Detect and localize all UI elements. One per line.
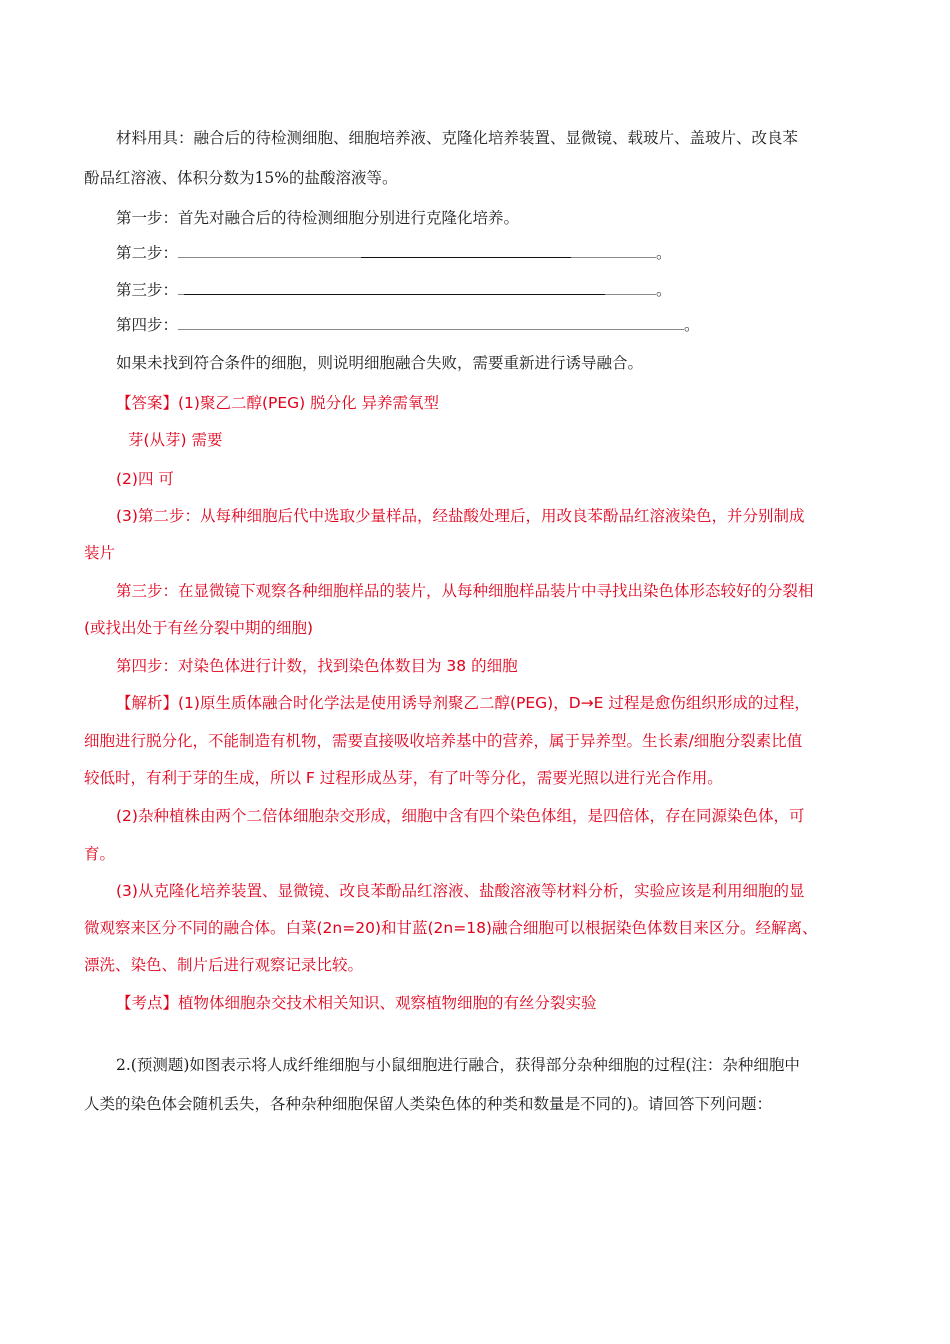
answer-2: (2)四 可: [116, 470, 174, 488]
step-2-period: 。: [656, 244, 672, 262]
answer-3-line-5: 第四步：对染色体进行计数，找到染色体数目为 38 的细胞: [116, 657, 518, 675]
answer-1: 【答案】(1)聚乙二醇(PEG) 脱分化 异养需氧型: [116, 394, 440, 412]
analysis-3-line-1: (3)从克隆化培养装置、显微镜、改良苯酚品红溶液、盐酸溶液等材料分析，实验应该是利用细胞的显: [116, 882, 805, 900]
analysis-1-line-3: 较低时，有利于芽的生成，所以 F 过程形成丛芽，有了叶等分化，需要光照以进行光合作用。: [84, 769, 723, 787]
step-4-period: 。: [684, 316, 700, 334]
step-4-label: 第四步：: [116, 316, 179, 334]
step-3-label: 第三步：: [116, 281, 179, 299]
question-2-line-2: 人类的染色体会随机丢失，各种杂种细胞保留人类染色体的种类和数量是不同的)。请回答下列问题：: [84, 1095, 773, 1113]
step-3-blank[interactable]: [178, 281, 656, 295]
answer-3-line-2: 装片: [84, 544, 116, 562]
intro-line-1: 材料用具：融合后的待检测细胞、细胞培养液、克隆化培养装置、显微镜、载玻片、盖玻片、改良苯: [116, 129, 799, 147]
analysis-1-line-1: 【解析】(1)原生质体融合时化学法是使用诱导剂聚乙二醇(PEG)，D→E 过程是愈伤组织形成的过程，: [116, 694, 810, 712]
step-4-blank[interactable]: [178, 316, 684, 330]
analysis-3-line-3: 漂洗、染色、制片后进行观察记录比较。: [84, 956, 364, 974]
step-3: [116, 280, 672, 300]
step-2-label: 第二步：: [116, 244, 179, 262]
analysis-1-line-2: 细胞进行脱分化，不能制造有机物，需要直接吸收培养基中的营养，属于异养型。生长素/细胞分裂素比值: [84, 732, 803, 750]
kaodian: 【考点】植物体细胞杂交技术相关知识、观察植物细胞的有丝分裂实验: [116, 994, 597, 1012]
question-2-line-1: 2.(预测题)如图表示将人成纤维细胞与小鼠细胞进行融合，获得部分杂种细胞的过程(注：杂种细胞中: [116, 1056, 800, 1074]
analysis-2-line-1: (2)杂种植株由两个二倍体细胞杂交形成，细胞中含有四个染色体组，是四倍体，存在同源染色体，可: [116, 807, 805, 825]
fail-note: 如果未找到符合条件的细胞，则说明细胞融合失败，需要重新进行诱导融合。: [116, 354, 644, 372]
step-3-period: 。: [656, 281, 672, 299]
analysis-3-line-2: 微观察来区分不同的融合体。白菜(2n=20)和甘蓝(2n=18)融合细胞可以根据染色体数目来区分。经解离、: [84, 919, 818, 937]
step-1: 第一步：首先对融合后的待检测细胞分别进行克隆化培养。: [116, 209, 520, 227]
intro-line-2: 酚品红溶液、体积分数为15%的盐酸溶液等。: [84, 169, 398, 187]
answer-3-line-1: (3)第二步：从每种细胞后代中选取少量样品，经盐酸处理后，用改良苯酚品红溶液染色，并分别制成: [116, 507, 805, 525]
step-2: [116, 243, 672, 263]
step-2-blank[interactable]: [178, 244, 656, 258]
answer-3-line-3: 第三步：在显微镜下观察各种细胞样品的装片，从每种细胞样品装片中寻找出染色体形态较好的分裂相: [116, 582, 814, 600]
step-4: [116, 315, 700, 335]
analysis-2-line-2: 育。: [84, 845, 116, 863]
answer-3-line-4: (或找出处于有丝分裂中期的细胞): [84, 619, 314, 637]
answer-1b: 芽(从芽) 需要: [128, 431, 223, 449]
